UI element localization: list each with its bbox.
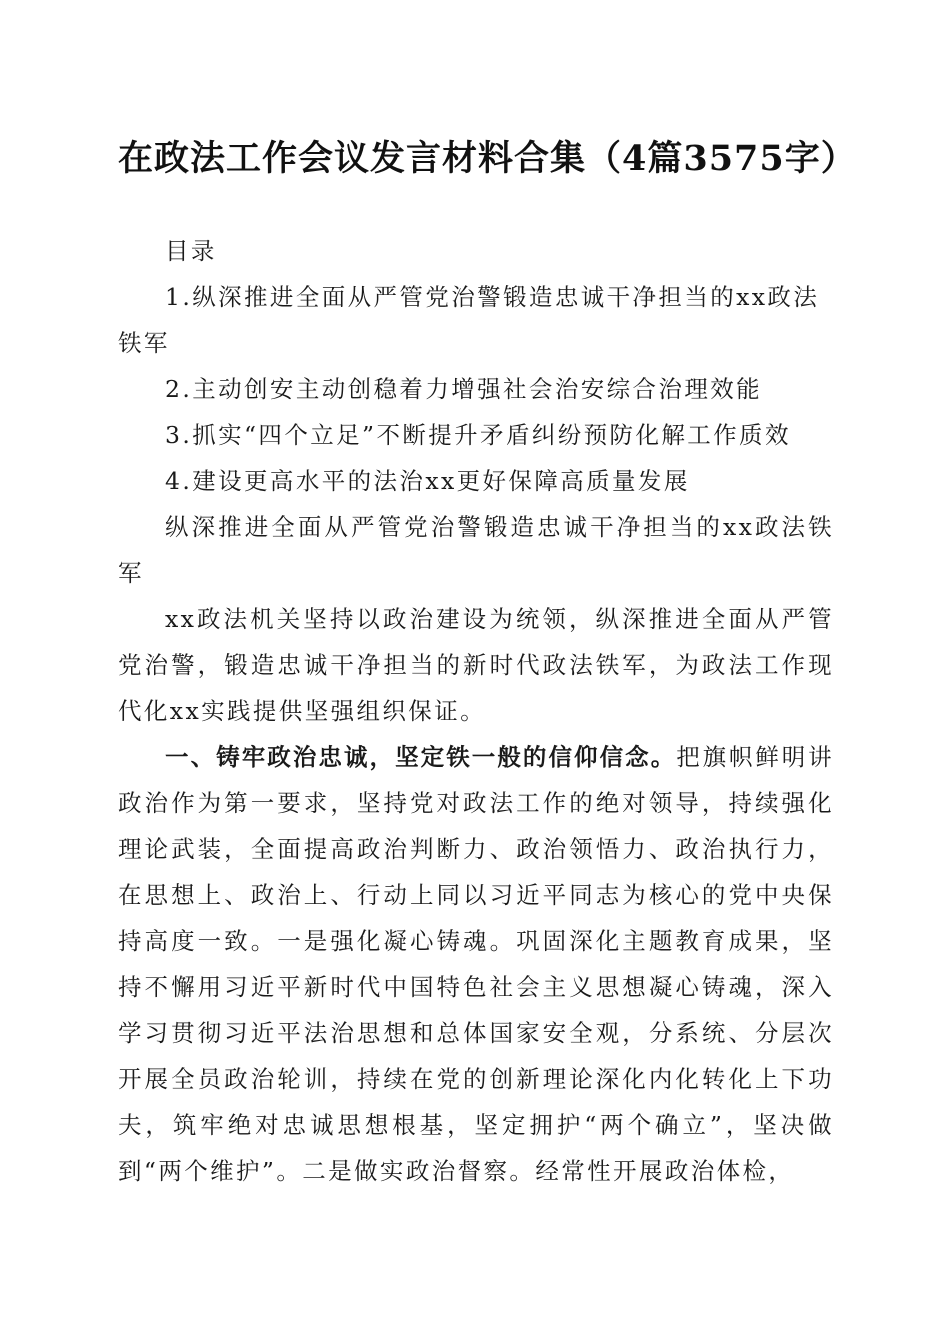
toc-item-2: 2.主动创安主动创稳着力增强社会治安综合治理效能 (165, 375, 763, 403)
toc-item-4: 4.建设更高水平的法治xx更好保障高质量发展 (165, 467, 690, 495)
intro-paragraph: xx政法机关坚持以政治建设为统领，纵深推进全面从严管党治警，锻造忠诚干净担当的新时代政法铁军，为政法工作现代化xx实践提供坚强组织保证。 (118, 605, 834, 725)
article-title: 纵深推进全面从严管党治警锻造忠诚干净担当的xx政法铁军 (118, 513, 834, 587)
section-1-text: 把旗帜鲜明讲政治作为第一要求，坚持党对政法工作的绝对领导，持续强化理论武装，全面提高政治判断力、政治领悟力、政治执行力，在思想上、政治上、行动上同以习近平同志为核心的党中央保持高度一致。一是强化凝心铸魂。巩固深化主题教育成果，坚持不懈用习近平新时代中国特色社会主义思想凝心铸魂，深入学习贯彻习近平法治思想和总体国家安全观，分系统、分层次开展全员政治轮训，持续在党的创新理论深化内化转化上下功夫，筑牢绝对忠诚思想根基，坚定拥护“两个确立”，坚决做到“两个维护”。二是做实政治督察。经常性开展政治体检， (118, 743, 834, 1185)
toc-heading: 目录 (165, 237, 217, 265)
document-body (118, 228, 834, 1194)
section-1-paragraph (118, 734, 834, 1194)
document-title: 在政法工作会议发言材料合集（4篇3575字） (118, 138, 857, 179)
section-1-heading: 一、铸牢政治忠诚，坚定铁一般的信仰信念。 (165, 743, 677, 771)
toc-item-1: 1.纵深推进全面从严管党治警锻造忠诚干净担当的xx政法铁军 (118, 283, 820, 357)
toc-item-3: 3.抓实“四个立足”不断提升矛盾纠纷预防化解工作质效 (165, 421, 791, 449)
